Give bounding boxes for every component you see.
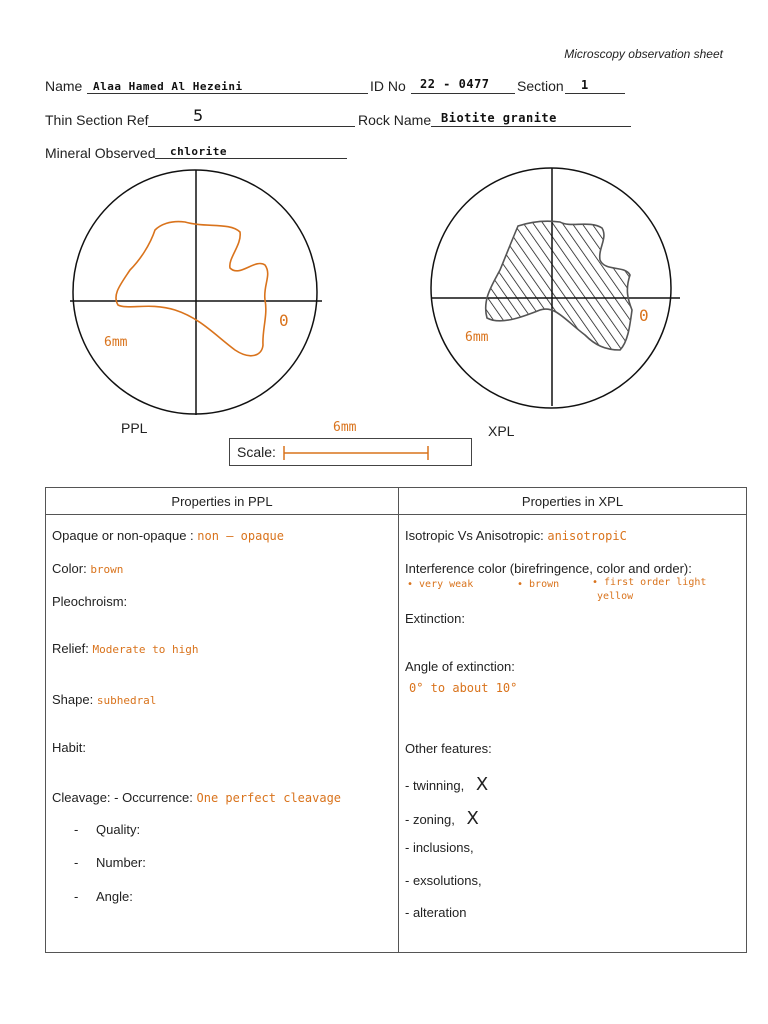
- cleavage-value[interactable]: One perfect cleavage: [196, 791, 342, 805]
- opaque-value[interactable]: non – opaque: [197, 529, 284, 543]
- mineral-label: Mineral Observed: [45, 145, 156, 161]
- id-label: ID No: [370, 78, 406, 94]
- xpl-header: Properties in XPL: [399, 488, 747, 515]
- name-underline: [87, 93, 368, 94]
- habit-label: Habit:: [52, 740, 86, 755]
- quality-dash: -: [74, 822, 79, 837]
- interference-label: Interference color (birefringence, color and order):: [405, 561, 692, 576]
- pleochroism-label: Pleochroism:: [52, 594, 128, 609]
- color-label: Color:: [52, 561, 87, 576]
- xpl-size-annotation: 6mm: [465, 330, 489, 345]
- xpl-field-of-view: [431, 168, 680, 408]
- thin-section-underline: [148, 126, 355, 127]
- rock-name-underline: [431, 126, 631, 127]
- shape-value[interactable]: subhedral: [96, 694, 157, 707]
- thin-section-label: Thin Section Ref: [45, 112, 149, 128]
- section-value[interactable]: 1: [581, 78, 589, 92]
- number-label: Number:: [96, 855, 146, 870]
- twinning-mark[interactable]: X: [475, 774, 489, 795]
- id-underline: [411, 93, 515, 94]
- relief-value[interactable]: Moderate to high: [92, 643, 199, 656]
- mineral-underline: [155, 158, 347, 159]
- ppl-field-of-view: [70, 170, 322, 415]
- xpl-grain-outline: [486, 221, 632, 350]
- color-value[interactable]: brown: [90, 563, 124, 576]
- xpl-zero-annotation: 0: [639, 306, 649, 325]
- opaque-label: Opaque or non-opaque :: [52, 528, 194, 543]
- name-label: Name: [45, 78, 83, 94]
- diagram-annotations: [104, 306, 649, 435]
- inclusions-label: - inclusions,: [405, 840, 474, 855]
- section-label: Section: [517, 78, 564, 94]
- ppl-properties-cell: [46, 515, 399, 953]
- ppl-zero-annotation: 0: [279, 311, 289, 330]
- exsolutions-label: - exsolutions,: [405, 873, 482, 888]
- angle-of-extinction-value[interactable]: 0° to about 10°: [409, 681, 518, 695]
- zoning-label: - zoning,: [405, 812, 455, 827]
- ppl-size-annotation: 6mm: [104, 335, 128, 350]
- properties-table: [45, 487, 747, 953]
- ppl-grain-outline: [116, 222, 268, 356]
- isotropic-value[interactable]: anisotropiC: [547, 529, 627, 543]
- sheet-title: Microscopy observation sheet: [564, 47, 723, 61]
- microscope-diagrams: [0, 160, 768, 440]
- xpl-properties-cell: [399, 515, 747, 953]
- id-value[interactable]: 22 - 0477: [420, 77, 490, 91]
- xpl-label: XPL: [488, 423, 515, 439]
- cleavage-label: Cleavage: - Occurrence:: [52, 790, 193, 805]
- shape-label: Shape:: [52, 692, 94, 707]
- ppl-header: Properties in PPL: [46, 488, 399, 515]
- scale-size-annotation: 6mm: [333, 420, 357, 435]
- interference-value-3a[interactable]: • first order light: [592, 577, 707, 588]
- angle-of-extinction-label: Angle of extinction:: [405, 659, 515, 674]
- name-value[interactable]: Alaa Hamed Al Hezeini: [93, 80, 243, 93]
- ppl-label: PPL: [121, 420, 148, 436]
- number-dash: -: [74, 855, 79, 870]
- interference-value-3b[interactable]: yellow: [597, 591, 634, 602]
- angle-label: Angle:: [96, 889, 133, 904]
- other-features-label: Other features:: [405, 741, 492, 756]
- scale-box: [229, 438, 472, 466]
- angle-dash: -: [74, 889, 79, 904]
- relief-label: Relief:: [52, 641, 89, 656]
- rock-name-label: Rock Name: [358, 112, 432, 128]
- alteration-label: - alteration: [405, 905, 467, 920]
- rock-name-value[interactable]: Biotite granite: [441, 111, 557, 125]
- section-underline: [565, 93, 625, 94]
- twinning-label: - twinning,: [405, 778, 465, 793]
- mineral-value[interactable]: chlorite: [170, 145, 227, 158]
- extinction-label: Extinction:: [405, 611, 465, 626]
- scale-label: Scale:: [237, 444, 276, 460]
- scale-bar: [282, 445, 432, 461]
- thin-section-value[interactable]: 5: [193, 106, 204, 125]
- zoning-mark[interactable]: X: [466, 808, 479, 829]
- interference-value-1[interactable]: • very weak: [407, 579, 474, 590]
- quality-label: Quality:: [96, 822, 141, 837]
- interference-value-2[interactable]: • brown: [517, 579, 560, 590]
- isotropic-label: Isotropic Vs Anisotropic:: [405, 528, 544, 543]
